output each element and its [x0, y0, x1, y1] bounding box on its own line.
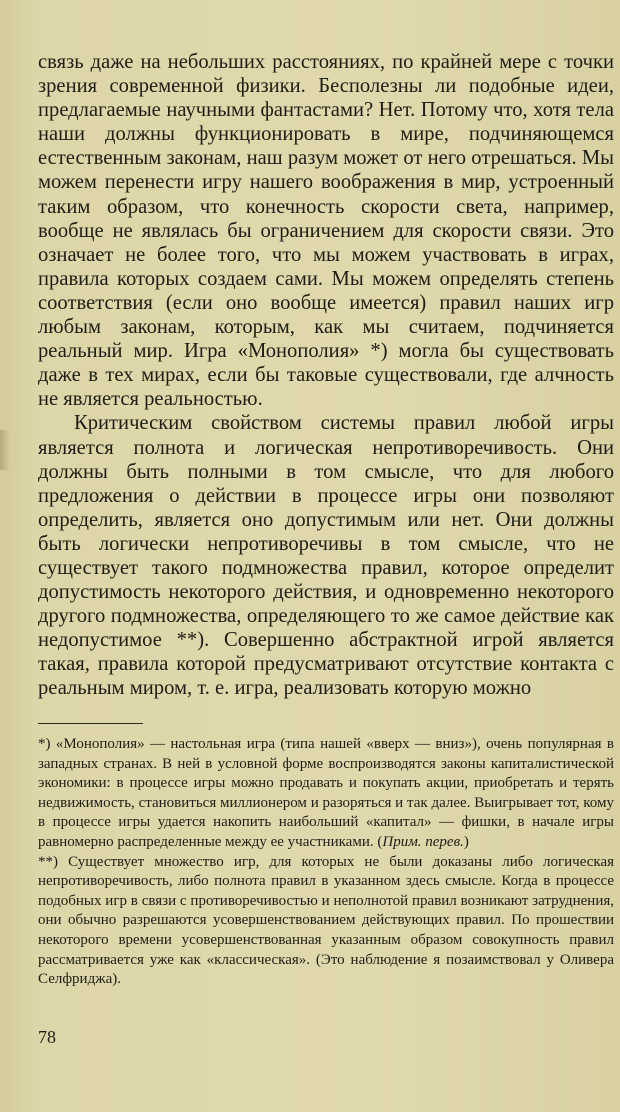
footnote-1-text: *) «Монополия» — настольная игра (типа нашей «вверх — вниз»), очень популярная в западных странах. В ней в условной форме воспроизводятся законы капиталистической экономики: в процессе игры можно продавать и покупать акции, приобретать и терять недвижимость, становиться миллионером и разоряться и так далее. Выигрывает тот, кому в процессе игры удается накопить наибольший «капитал» — фишки, в начале игры равномерно распределенные между ее участниками. (	[38, 736, 614, 850]
main-text	[38, 50, 614, 701]
page-number: 78	[38, 1027, 56, 1047]
footnote-1-close: )	[463, 833, 469, 850]
footnote-1	[38, 735, 614, 853]
footnotes	[38, 735, 614, 990]
footnote-1-italic: Прим. перев.	[382, 833, 464, 850]
page-edge-mark	[0, 430, 10, 470]
paragraph-2: Критическим свойством системы правил любой игры является полнота и логическая непротиворечивость. Они должны быть полными в том смысле, что для любого предложения о действии в процессе игры они позволяют определить, является оно допустимым или нет. Они должны быть логически непротиворечивы в том смысле, что не существует такого подмножества правил, которое определит допустимость некоторого действия, и одновременно некоторого другого подмножества, определяющего то же самое действие как недопустимое **). Совершенно абстрактной игрой является такая, правила которой предусматривают отсутствие контакта с реальным миром, т. е. игра, реализовать которую можно	[38, 412, 614, 700]
footnote-separator	[38, 723, 143, 724]
paragraph-1: связь даже на небольших расстояниях, по крайней мере с точки зрения современной физики. Бесполезны ли подобные идеи, предлагаемые научными фантастами? Нет. Потому что, хотя тела наши должны функционировать в мире, подчиняющемся естественным законам, наш разум может от него отрешаться. Мы можем перенести игру нашего воображения в мир, устроенный таким образом, что конечность скорости света, например, вообще не являлась бы ограничением для скорости связи. Это означает не более того, что мы можем участвовать в играх, правила которых создаем сами. Мы можем определять степень соответствия (если оно вообще имеется) правил наших игр любым законам, которым, как мы считаем, подчиняется реальный мир. Игра «Монополия» *) могла бы существовать даже в тех мирах, если бы таковые существовали, где алчность не является реальностью.	[38, 51, 614, 411]
footnote-2: **) Существует множество игр, для которых не были доказаны либо логическая непротиворечивость, либо полнота правил в указанном здесь смысле. Когда в процессе подобных игр в связи с противоречивостью и неполнотой правил возникают затруднения, они обычно разрешаются усовершенствованием действующих правил. По прошествии некоторого времени усовершенствованная указанным образом совокупность правил рассматривается уже как «классическая». (Это наблюдение я позаимствовал у Оливера Селфриджа).	[38, 853, 614, 988]
